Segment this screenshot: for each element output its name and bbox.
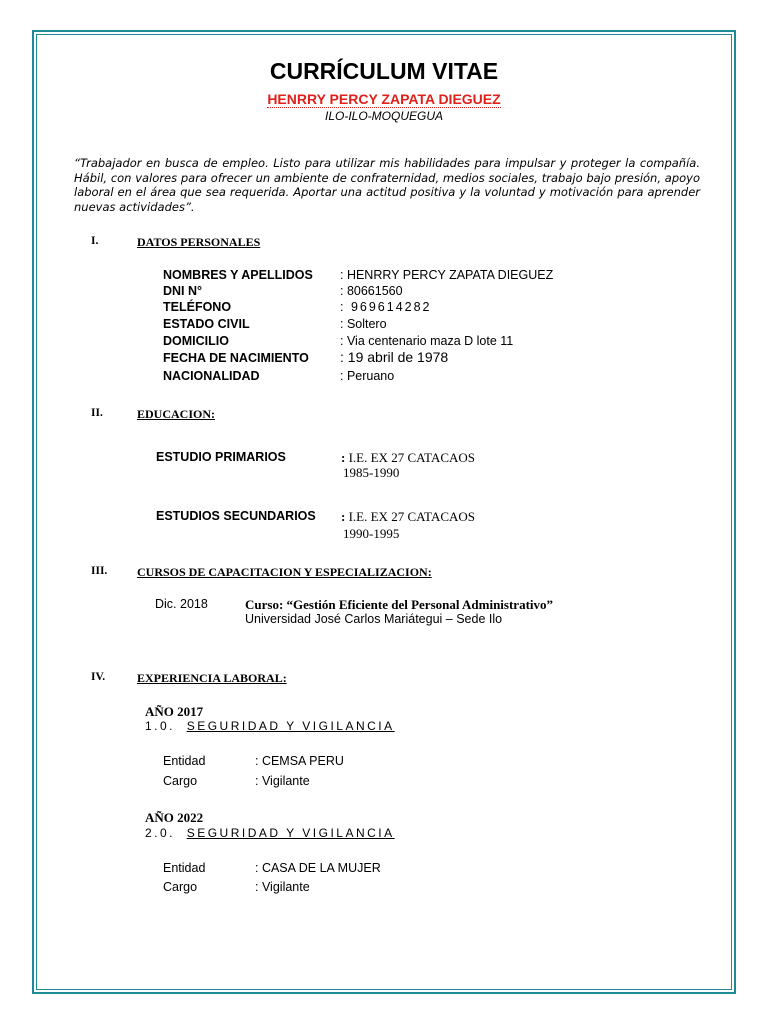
candidate-name bbox=[0, 91, 768, 107]
personal-value: : 969614282 bbox=[340, 300, 432, 314]
section-number: IV. bbox=[91, 671, 106, 683]
section-title-experience: EXPERIENCIA LABORAL: bbox=[137, 671, 287, 685]
personal-value: : HENRRY PERCY ZAPATA DIEGUEZ bbox=[340, 268, 554, 282]
personal-label: NOMBRES Y APELLIDOS bbox=[163, 268, 313, 282]
experience-area-line bbox=[145, 826, 395, 840]
experience-entity-label: Entidad bbox=[163, 861, 206, 875]
experience-role: : Vigilante bbox=[255, 880, 310, 894]
personal-label: ESTADO CIVIL bbox=[163, 317, 250, 331]
section-title-courses: CURSOS DE CAPACITACION Y ESPECIALIZACION: bbox=[137, 565, 432, 579]
personal-label: FECHA DE NACIMIENTO bbox=[163, 351, 309, 365]
education-school: I.E. EX 27 CATACAOS bbox=[345, 509, 476, 524]
section-number: III. bbox=[91, 565, 108, 577]
personal-label: DOMICILIO bbox=[163, 334, 229, 348]
experience-year: AÑO 2022 bbox=[145, 810, 204, 825]
personal-label: TELÉFONO bbox=[163, 300, 232, 314]
experience-entity-label: Entidad bbox=[163, 754, 206, 768]
experience-role: : Vigilante bbox=[255, 774, 310, 788]
personal-label: NACIONALIDAD bbox=[163, 369, 260, 383]
education-label: ESTUDIO PRIMARIOS bbox=[156, 450, 286, 464]
education-years: 1990-1995 bbox=[343, 526, 400, 541]
experience-num: 1.0. bbox=[145, 719, 176, 733]
experience-year: AÑO 2017 bbox=[145, 704, 204, 719]
experience-area-line bbox=[145, 719, 395, 733]
experience-area: SEGURIDAD Y VIGILANCIA bbox=[186, 826, 395, 840]
candidate-city: ILO-ILO-MOQUEGUA bbox=[324, 109, 443, 123]
education-school-line bbox=[341, 509, 475, 525]
experience-role-label: Cargo bbox=[163, 774, 198, 788]
section-number: II. bbox=[91, 407, 103, 419]
education-label: ESTUDIOS SECUNDARIOS bbox=[156, 509, 316, 523]
section-title-personal: DATOS PERSONALES bbox=[137, 235, 261, 249]
document-title: CURRÍCULUM VITAE bbox=[269, 58, 499, 84]
objective-paragraph: “Trabajador en busca de empleo. Listo para utilizar mis habilidades para impulsar y proteger la compañía. Hábil, con valores para ofrecer un ambiente de confraternidad, medios sociales, trabajo bajo presión, apoyo laboral en el área que sea requerida. Aportar una actitud positiva y la voluntad y motivación para aprender nuevas actividades”. bbox=[74, 156, 700, 214]
personal-label: DNI N° bbox=[163, 284, 203, 298]
experience-entity: : CASA DE LA MUJER bbox=[255, 861, 381, 875]
personal-value: : Peruano bbox=[340, 369, 395, 383]
personal-value: : Via centenario maza D lote 11 bbox=[340, 334, 514, 348]
experience-role-label: Cargo bbox=[163, 880, 198, 894]
personal-value: : 80661560 bbox=[340, 284, 403, 298]
section-title-education: EDUCACION: bbox=[137, 407, 215, 421]
candidate-name-text: HENRRY PERCY ZAPATA DIEGUEZ bbox=[267, 91, 501, 107]
personal-value: : 19 abril de 1978 bbox=[340, 349, 449, 365]
section-number: I. bbox=[91, 235, 99, 247]
experience-num: 2.0. bbox=[145, 826, 176, 840]
education-school-line bbox=[341, 450, 475, 466]
education-colon: : bbox=[341, 509, 346, 524]
course-title: Curso: “Gestión Eficiente del Personal Administrativo” bbox=[245, 597, 554, 612]
education-colon: : bbox=[341, 450, 346, 465]
education-years: 1985-1990 bbox=[343, 465, 400, 480]
education-school: I.E. EX 27 CATACAOS bbox=[345, 450, 476, 465]
personal-value: : Soltero bbox=[340, 317, 387, 331]
course-date: Dic. 2018 bbox=[155, 597, 208, 611]
experience-area: SEGURIDAD Y VIGILANCIA bbox=[186, 719, 395, 733]
experience-entity: : CEMSA PERU bbox=[255, 754, 344, 768]
course-institution: Universidad José Carlos Mariátegui – Sede Ilo bbox=[245, 612, 503, 626]
